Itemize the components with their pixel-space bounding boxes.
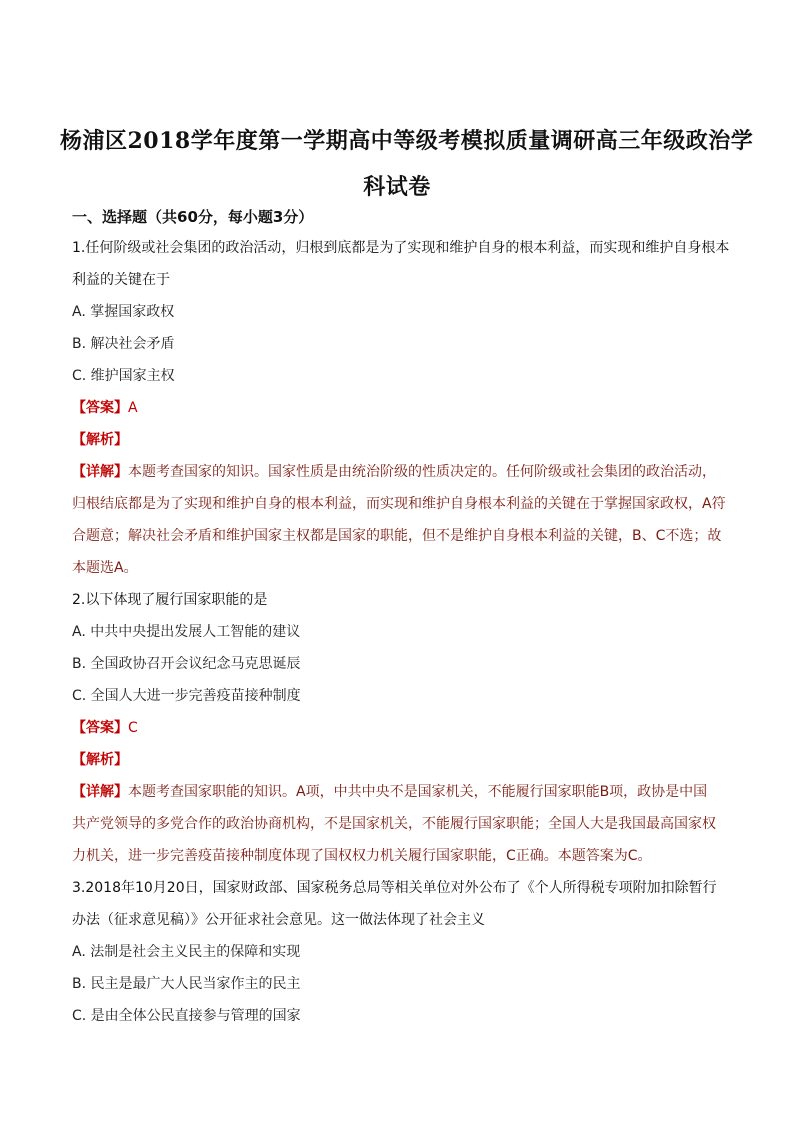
q2-answer-label: 【答案】 bbox=[72, 720, 128, 736]
section-heading: 一、选择题（共60分，每小题3分） bbox=[72, 208, 314, 226]
q1-option-a: A. 掌握国家政权 bbox=[72, 304, 175, 320]
q1-stem-line-1: 1.任何阶级或社会集团的政治活动，归根到底都是为了实现和维护自身的根本利益，而实现和维护自身根本 bbox=[72, 240, 730, 256]
document-title-line-2: 科试卷 bbox=[363, 174, 431, 200]
q1-analysis-label: 【解析】 bbox=[72, 432, 128, 448]
q3-option-a: A. 法制是社会主义民主的保障和实现 bbox=[72, 944, 301, 960]
q3-option-c: C. 是由全体公民直接参与管理的国家 bbox=[72, 1008, 301, 1024]
q1-detail-line-3: 合题意；解决社会矛盾和维护国家主权都是国家的职能，但不是维护自身根本利益的关键，B、C不选；故 bbox=[72, 528, 722, 544]
q2-stem: 2.以下体现了履行国家职能的是 bbox=[72, 592, 268, 608]
q2-answer bbox=[72, 718, 138, 738]
q1-stem-line-2: 利益的关键在于 bbox=[72, 272, 170, 288]
q2-analysis bbox=[72, 750, 128, 770]
q1-detail-text-1: 本题考查国家的知识。国家性质是由统治阶级的性质决定的。任何阶级或社会集团的政治活动， bbox=[128, 464, 716, 480]
q2-option-b: B. 全国政协召开会议纪念马克思诞辰 bbox=[72, 656, 301, 672]
q2-detail-line-2: 共产党领导的多党合作的政治协商机构，不是国家机关，不能履行国家职能；全国人大是我国最高国家权 bbox=[72, 816, 716, 832]
q1-answer-label: 【答案】 bbox=[72, 400, 128, 416]
q1-detail-line-1 bbox=[72, 462, 716, 482]
q2-detail-line-3: 力机关，进一步完善疫苗接种制度体现了国权权力机关履行国家职能，C正确。本题答案为C。 bbox=[72, 848, 652, 864]
q2-detail-text-1: 本题考查国家职能的知识。A项，中共中央不是国家机关，不能履行国家职能B项，政协是中国 bbox=[128, 784, 708, 800]
q1-answer-value: A bbox=[128, 400, 138, 416]
q2-option-a: A. 中共中央提出发展人工智能的建议 bbox=[72, 624, 301, 640]
q2-detail-line-1 bbox=[72, 782, 707, 802]
q2-option-c: C. 全国人大进一步完善疫苗接种制度 bbox=[72, 688, 301, 704]
q1-answer bbox=[72, 398, 138, 418]
q1-detail-label: 【详解】 bbox=[72, 464, 128, 480]
q3-stem-line-2: 办法（征求意见稿）》公开征求社会意见。这一做法体现了社会主义 bbox=[72, 912, 485, 928]
q3-stem-line-1: 3.2018年10月20日，国家财政部、国家税务总局等相关单位对外公布了《个人所得税专项附加扣除暂行 bbox=[72, 880, 717, 896]
q3-option-b: B. 民主是最广大人民当家作主的民主 bbox=[72, 976, 301, 992]
q2-analysis-label: 【解析】 bbox=[72, 752, 128, 768]
q2-detail-label: 【详解】 bbox=[72, 784, 128, 800]
q1-analysis bbox=[72, 430, 128, 450]
q1-detail-line-2: 归根结底都是为了实现和维护自身的根本利益，而实现和维护自身根本利益的关键在于掌握国家政权，A符 bbox=[72, 496, 726, 512]
q1-option-b: B. 解决社会矛盾 bbox=[72, 336, 175, 352]
q1-option-c: C. 维护国家主权 bbox=[72, 368, 175, 384]
q1-detail-line-4: 本题选A。 bbox=[72, 560, 138, 576]
document-title-line-1: 杨浦区2018学年度第一学期高中等级考模拟质量调研高三年级政治学 bbox=[60, 128, 754, 154]
q2-answer-value: C bbox=[128, 720, 138, 736]
